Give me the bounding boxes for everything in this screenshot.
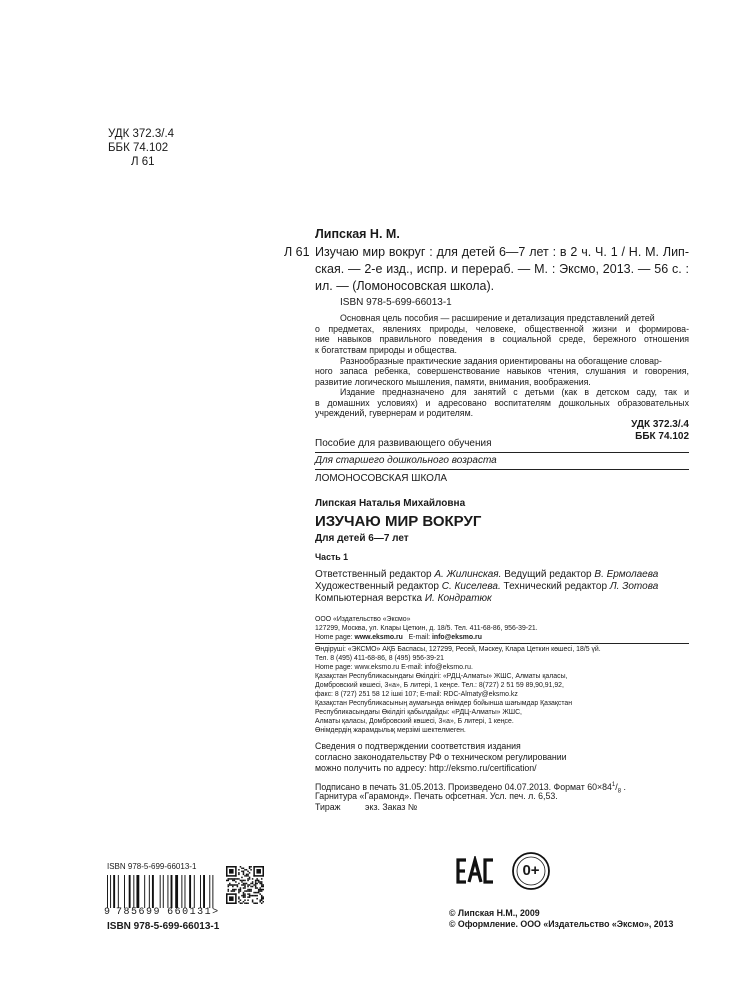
- resp-editor-label: Ответственный редактор: [315, 569, 435, 580]
- kazakh-line: Қазақстан Республикасындағы Өкілдігі: «РДЦ-Алматы» ЖШС, Алматы қаласы,: [315, 673, 568, 680]
- print-signed: Подписано в печать 31.05.2013. Произведено 04.07.2013. Формат 60×84: [315, 781, 612, 792]
- copyright-line: © Оформление. ООО «Издательство «Эксмо», 2013: [449, 919, 674, 929]
- print-info-line: Гарнитура «Гарамонд». Печать офсетная. Усл. печ. л. 6,53.: [315, 791, 558, 801]
- annotation-line: ние навыков правильного поведения в социальной среде, бережного отношения: [315, 334, 689, 344]
- lead-editor: В. Ермолаева: [594, 569, 659, 580]
- barcode: [107, 875, 219, 908]
- barcode-isbn-bottom: ISBN 978-5-699-66013-1: [107, 921, 220, 932]
- credits-line: [315, 593, 492, 605]
- tech-editor: Л. Зотова: [609, 581, 659, 592]
- age-rating-badge: [505, 851, 557, 891]
- publisher-address: 127299, Москва, ул. Клары Цеткин, д. 18/5. Тел. 411-68-86, 956-39-21.: [315, 625, 538, 632]
- kazakh-line: Алматы қаласы, Домбровский көшесі, 3«а», Б литері, 1 кеңсе.: [315, 718, 514, 725]
- tech-editor-label: Технический редактор: [503, 581, 610, 592]
- annotation-line: в домашних условиях) и адресовано воспитателям дошкольных образовательных: [315, 398, 689, 408]
- lead-editor-label: Ведущий редактор: [504, 569, 595, 580]
- annotation-line: ного запаса ребенка, совершенствование навыков чтения, слушания и говорения,: [315, 366, 689, 376]
- series-line: Пособие для развивающего обучения: [315, 438, 492, 449]
- series-line: ЛОМОНОСОВСКАЯ ШКОЛА: [315, 473, 448, 484]
- print-info-line: Подписано в печать 31.05.2013. Произведено 04.07.2013. Формат $60\times 84^1/_8$ .: [315, 781, 626, 795]
- annotation-line: к богатствам природы и общества.: [315, 345, 457, 355]
- home-label: Home page:: [315, 634, 355, 641]
- kazakh-line: факс: 8 (727) 251 58 12 ішкі 107; E-mail: RDC-Almaty@eksmo.kz: [315, 691, 518, 698]
- certification-line: можно получить по адресу: http://eksmo.ru/certification/: [315, 763, 537, 773]
- art-editor: С. Киселева.: [441, 581, 501, 592]
- biblio-mark: Л 61: [284, 245, 310, 259]
- email-label: E-mail:: [402, 634, 432, 641]
- resp-editor: А. Жилинская.: [434, 569, 502, 580]
- credits-line: [315, 569, 658, 581]
- biblio-line-2: ская. — 2-е изд., испр. и перераб. — М. : Эксмо, 2013. — 56 с. :: [315, 262, 689, 276]
- author-heading: Липская Н. М.: [315, 227, 400, 241]
- age-rating: 0+: [522, 862, 540, 879]
- credits-line: [315, 581, 658, 593]
- layout-label: Компьютерная верстка: [315, 593, 425, 604]
- divider: [315, 469, 689, 470]
- certification-line: согласно законодательству РФ о техническом регулировании: [315, 752, 567, 762]
- barcode-digit-lead: 9: [104, 907, 111, 918]
- home-url[interactable]: www.eksmo.ru: [354, 634, 403, 641]
- biblio-line-1: Изучаю мир вокруг : для детей 6—7 лет : в 2 ч. Ч. 1 / Н. М. Лип-: [315, 245, 689, 259]
- kazakh-line: Қазақстан Республикасының аумағында өнімдер бойынша шағымдар Қазақстан: [315, 700, 573, 707]
- email-link[interactable]: info@eksmo.ru: [431, 634, 482, 641]
- barcode-group-2: 660131: [167, 907, 213, 918]
- divider: [315, 643, 689, 644]
- format-sup: 1: [611, 782, 616, 788]
- subtitle: Для детей 6—7 лет: [315, 533, 409, 544]
- kazakh-line: Республикасындағы Өкілдігі қабылдайды: «РДЦ-Алматы» ЖШС,: [315, 709, 522, 716]
- bbk-code: ББК 74.102: [108, 142, 169, 154]
- kazakh-line: Өндіруші: «ЭКСМО» АҚБ Баспасы, 127299, Ресей, Мәскеу, Клара Цеткин көшесі, 18/5 үй.: [315, 646, 601, 653]
- publisher-contacts: [315, 633, 482, 642]
- book-title: ИЗУЧАЮ МИР ВОКРУГ: [315, 513, 482, 530]
- format-end: .: [621, 781, 626, 792]
- qr-code: [226, 866, 264, 904]
- art-editor-label: Художественный редактор: [315, 581, 442, 592]
- author-full: Липская Наталья Михайловна: [315, 498, 466, 509]
- divider: [315, 452, 689, 453]
- annotation-line: Разнообразные практические задания ориентированы на обогащение словар-: [340, 356, 662, 366]
- barcode-digits: [104, 907, 218, 918]
- biblio-line-3: ил. — (Ломоносовская школа).: [315, 279, 495, 293]
- kazakh-line: Home page: www.eksmo.ru E-mail: info@eksmo.ru.: [315, 664, 473, 671]
- publisher-name: ООО «Издательство «Эксмо»: [315, 616, 411, 623]
- annotation-line: о предметах, явлениях природы, человеке, общественной жизни и формирова-: [315, 324, 689, 334]
- biblio-isbn: ISBN 978-5-699-66013-1: [340, 297, 452, 308]
- eac-mark-icon: [455, 856, 495, 886]
- annotation-line: Издание предназначено для занятий с детьми (как в детском саду, так и: [340, 387, 689, 397]
- annotation-line: развитие логического мышления, памяти, внимания, воображения.: [315, 377, 591, 387]
- format-sub: 8: [617, 788, 622, 795]
- udk-code: УДК 372.3/.4: [108, 128, 175, 140]
- barcode-tail: >: [212, 907, 219, 918]
- copyright-line: © Липская Н.М., 2009: [449, 908, 540, 918]
- author-mark: Л 61: [131, 156, 155, 168]
- kazakh-line: Тел. 8 (495) 411-68-86, 8 (495) 956-39-21: [315, 655, 444, 662]
- layout-artist: И. Кондратюк: [424, 593, 492, 604]
- barcode-isbn-top: ISBN 978-5-699-66013-1: [107, 862, 197, 871]
- print-info-line: Тираж экз. Заказ №: [315, 802, 418, 812]
- udk-code-right: УДК 372.3/.4: [631, 419, 689, 430]
- annotation-line: учреждений, гувернерам и родителям.: [315, 408, 474, 418]
- kazakh-line: Домбровский көшесі, 3«а», Б литері, 1 кеңсе. Тел.: 8(727) 2 51 59 89,90,91,92,: [315, 682, 564, 689]
- annotation-line: Основная цель пособия — расширение и детализация представлений детей: [340, 313, 655, 323]
- bbk-code-right: ББК 74.102: [635, 431, 689, 442]
- kazakh-line: Өнімдердің жарамдылық мерзімі шектелмеген.: [315, 727, 466, 734]
- part-label: Часть 1: [315, 552, 349, 562]
- certification-line: Сведения о подтверждении соответствия издания: [315, 741, 521, 751]
- barcode-group-1: 785699: [116, 907, 162, 918]
- series-line: Для старшего дошкольного возраста: [315, 455, 497, 466]
